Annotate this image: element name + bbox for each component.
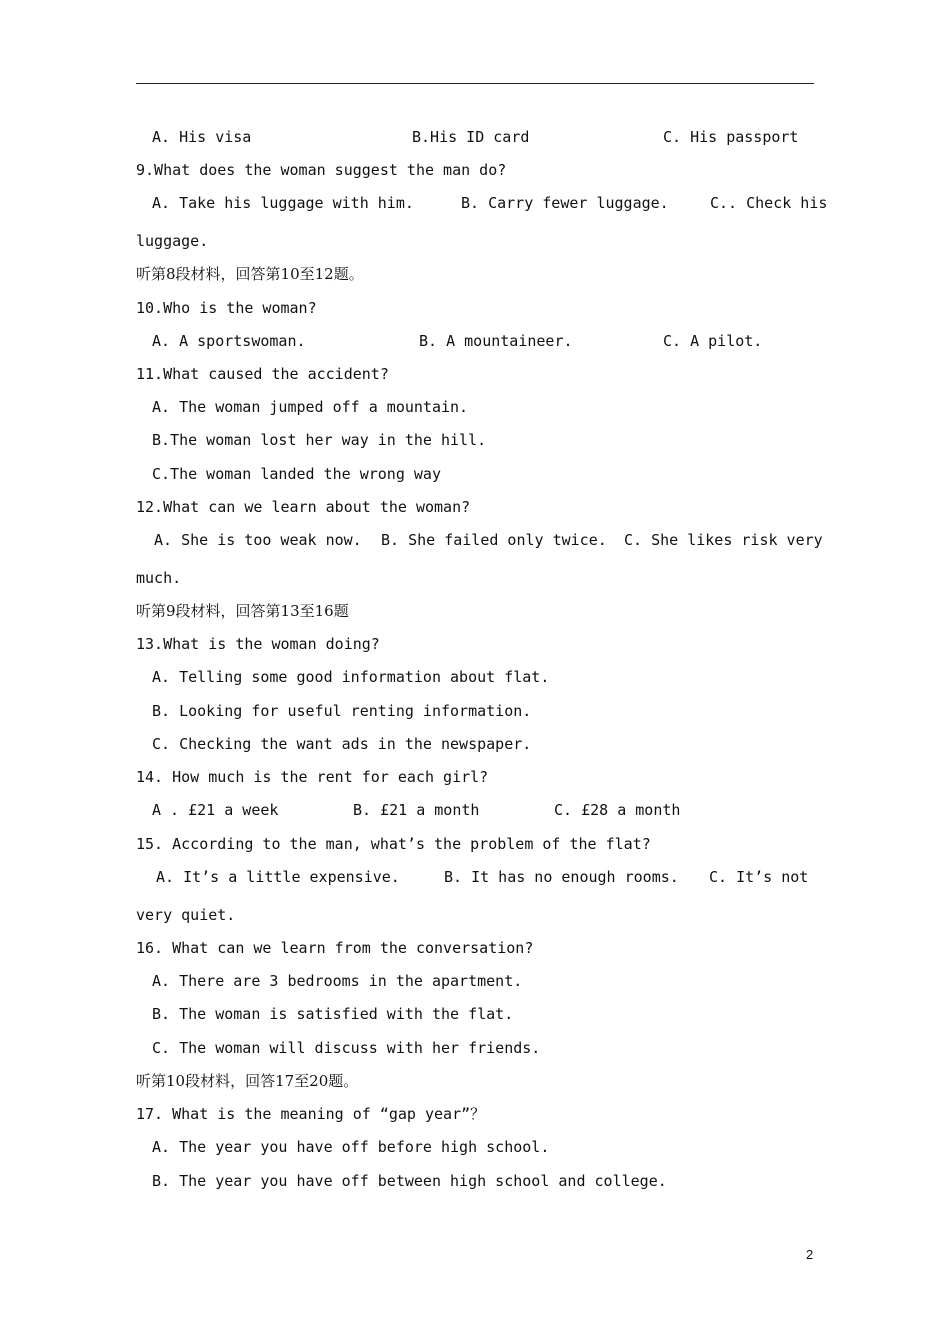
q9-option-c: C.. Check his [710, 194, 828, 212]
q8-option-a: A. His visa [152, 128, 252, 146]
q14-option-c: C. £28 a month [554, 801, 681, 819]
q12-option-c: C. She likes risk very [624, 531, 823, 549]
q16-stem: 16. What can we learn from the conversation? [136, 939, 534, 957]
q8-option-b: B.His ID card [412, 128, 530, 146]
q14-option-b: B. £21 a month [353, 801, 480, 819]
q11-stem: 11.What caused the accident? [136, 365, 389, 383]
q12-stem: 12.What can we learn about the woman? [136, 498, 471, 516]
q13-stem: 13.What is the woman doing? [136, 635, 380, 653]
q8-option-c: C. His passport [663, 128, 799, 146]
q15-stem: 15. According to the man, what’s the problem of the flat? [136, 835, 651, 853]
q9-stem: 9.What does the woman suggest the man do? [136, 161, 507, 179]
q10-option-a: A. A sportswoman. [152, 332, 306, 350]
q15-continuation: very quiet. [136, 906, 236, 924]
q17-option-a: A. The year you have off before high school. [152, 1138, 550, 1156]
q10-option-b: B. A mountaineer. [419, 332, 573, 350]
q11-option-b: B.The woman lost her way in the hill. [152, 431, 487, 449]
q14-stem: 14. How much is the rent for each girl? [136, 768, 489, 786]
section-10-heading: 听第10段材料，回答17至20题。 [136, 1072, 359, 1090]
q9-option-a: A. Take his luggage with him. [152, 194, 414, 212]
section-9-heading: 听第9段材料，回答第13至16题 [136, 602, 349, 620]
section-8-heading: 听第8段材料，回答第10至12题。 [136, 265, 364, 283]
q13-option-c: C. Checking the want ads in the newspaper. [152, 735, 532, 753]
q10-option-c: C. A pilot. [663, 332, 763, 350]
q15-option-b: B. It has no enough rooms. [444, 868, 679, 886]
q16-option-c: C. The woman will discuss with her friends. [152, 1039, 541, 1057]
q13-option-a: A. Telling some good information about flat. [152, 668, 550, 686]
q10-stem: 10.Who is the woman? [136, 299, 317, 317]
q9-option-b: B. Carry fewer luggage. [461, 194, 669, 212]
q14-option-a: A . £21 a week [152, 801, 279, 819]
page-number: 2 [806, 1247, 814, 1262]
q12-continuation: much. [136, 569, 182, 587]
q11-option-c: C.The woman landed the wrong way [152, 465, 441, 483]
q9-options [136, 193, 828, 273]
q17-stem: 17. What is the meaning of “gap year”？ [136, 1105, 486, 1123]
q16-option-a: A. There are 3 bedrooms in the apartment. [152, 972, 523, 990]
q11-option-a: A. The woman jumped off a mountain. [152, 398, 469, 416]
q13-option-b: B. Looking for useful renting information. [152, 702, 532, 720]
q15-option-a: A. It’s a little expensive. [156, 868, 400, 886]
q12-options [136, 530, 823, 610]
q16-option-b: B. The woman is satisfied with the flat. [152, 1005, 514, 1023]
q9-continuation: luggage. [136, 232, 209, 250]
q15-options [136, 867, 814, 947]
q12-option-a: A. She is too weak now. [154, 531, 362, 549]
q12-option-b: B. She failed only twice. [381, 531, 607, 549]
header-rule [136, 83, 814, 84]
q15-option-c: C. It’s not [709, 868, 809, 886]
q17-option-b: B. The year you have off between high school and college. [152, 1172, 667, 1190]
